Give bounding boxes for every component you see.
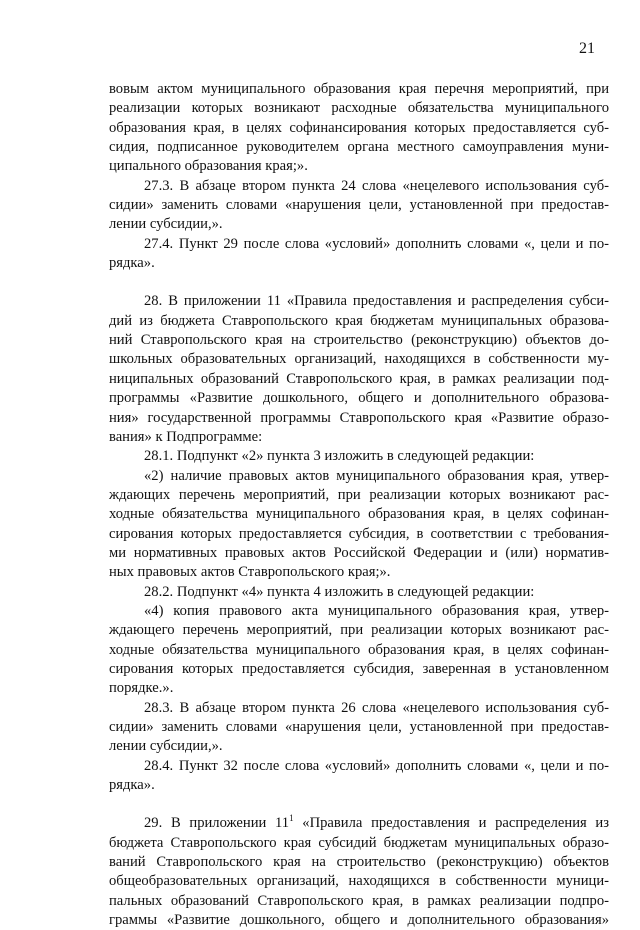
text-line: бюджета Ставропольского края субсидий бюджетам муниципальных образо- xyxy=(109,834,609,851)
text-line: сидия, подписанное руководителем органа местного самоуправления муни- xyxy=(109,139,609,156)
text-line: 28. В приложении 11 «Правила предоставления и распределения субси- xyxy=(144,293,609,310)
item-29-first-line xyxy=(109,814,609,833)
document-body xyxy=(109,80,609,930)
text-line: ми нормативных правовых актов Российской Федерации и (или) норматив- xyxy=(109,544,609,561)
text-line: ниципальных образований Ставропольского края, в рамках реализации под- xyxy=(109,370,609,387)
text-line: лении субсидии,». xyxy=(109,738,223,755)
paragraph xyxy=(109,602,609,699)
item-29-superscript: 1 xyxy=(289,813,294,824)
text-line: рядка». xyxy=(109,255,155,272)
paragraph xyxy=(109,699,609,757)
text-line: 28.1. Подпункт «2» пункта 3 изложить в следующей редакции: xyxy=(144,448,535,465)
paragraph-item-29 xyxy=(109,814,609,930)
text-line: программы «Развитие дошкольного, общего и дополнительного образова- xyxy=(109,390,609,407)
text-line: 28.2. Подпункт «4» пункта 4 изложить в следующей редакции: xyxy=(144,583,535,600)
text-line: сидии» заменить словами «нарушения цели, установленной при предостав- xyxy=(109,197,609,214)
text-line: порядке.». xyxy=(109,680,174,697)
text-line: рядка». xyxy=(109,777,155,794)
text-line: 27.4. Пункт 29 после слова «условий» дополнить словами «, цели и по- xyxy=(144,235,609,252)
paragraph-list xyxy=(109,80,609,795)
text-line: сидии» заменить словами «нарушения цели, установленной при предостав- xyxy=(109,719,609,735)
text-line: ждающих перечень мероприятий, при реализации которых возникают рас- xyxy=(109,486,609,503)
paragraph xyxy=(109,292,609,447)
text-line: «4) копия правового акта муниципального образования края, утвер- xyxy=(144,602,609,619)
item-29-lead-tail: «Правила предоставления и распределения из xyxy=(293,815,610,832)
paragraph xyxy=(109,177,609,235)
text-line: ходные обязательства муниципального образования края, в целях софинан- xyxy=(109,641,609,658)
text-line: образования края, в целях софинансирования которых предоставляется суб- xyxy=(109,119,609,136)
paragraph xyxy=(109,467,609,583)
paragraph xyxy=(109,583,609,602)
paragraph xyxy=(109,447,609,466)
item-29-lead: 29. В приложении 11 xyxy=(144,815,290,832)
text-line: ходные обязательства муниципального образования края, в целях софинан- xyxy=(109,506,609,523)
text-line: ных правовых актов Ставропольского края;». xyxy=(109,564,391,581)
text-line: общеобразовательных организаций, находящихся в собственности муници- xyxy=(109,873,609,890)
text-line: лении субсидии,». xyxy=(109,216,223,233)
text-line: вания» к Подпрограмме: xyxy=(109,428,263,445)
text-line: пальных образований Ставропольского края, в рамках реализации подпро- xyxy=(109,892,609,909)
section-gap xyxy=(109,273,609,292)
text-line: дий из бюджета Ставропольского края бюджетам муниципальных образова- xyxy=(109,312,609,329)
text-line: реализации которых возникают расходные обязательства муниципального xyxy=(109,100,609,117)
text-line: ждающего перечень мероприятий, при реализации которых возникают рас- xyxy=(109,622,609,639)
text-line: ния» государственной программы Ставропольского края «Развитие образо- xyxy=(109,409,609,426)
text-line: 27.3. В абзаце втором пункта 24 слова «нецелевого использования суб- xyxy=(144,177,609,194)
text-line: «2) наличие правовых актов муниципального образования края, утвер- xyxy=(144,467,609,484)
text-line: сирования которых предоставляется субсидия, заверенная в установленном xyxy=(109,660,609,677)
paragraph xyxy=(109,757,609,796)
text-line: 28.3. В абзаце втором пункта 26 слова «нецелевого использования суб- xyxy=(144,699,609,716)
text-line: ципального образования края;». xyxy=(109,158,308,175)
paragraph xyxy=(109,235,609,274)
text-line: 28.4. Пункт 32 после слова «условий» дополнить словами «, цели и по- xyxy=(144,757,609,774)
text-line: сирования которых предоставляется субсидия, в соответствии с требования- xyxy=(109,525,609,542)
text-line: школьных образовательных организаций, находящихся в собственности му- xyxy=(109,351,609,368)
text-line: ваний Ставропольского края на строительство (реконструкцию) объектов xyxy=(109,854,609,871)
text-line: граммы «Развитие дошкольного, общего и дополнительного образования» xyxy=(109,912,609,929)
section-gap xyxy=(109,795,609,814)
text-line: вовым актом муниципального образования края перечня мероприятий, при xyxy=(109,81,609,97)
page-number: 21 xyxy=(579,40,595,57)
text-line: ний Ставропольского края на строительство (реконструкцию) объектов до- xyxy=(109,332,609,349)
paragraph xyxy=(109,80,609,177)
